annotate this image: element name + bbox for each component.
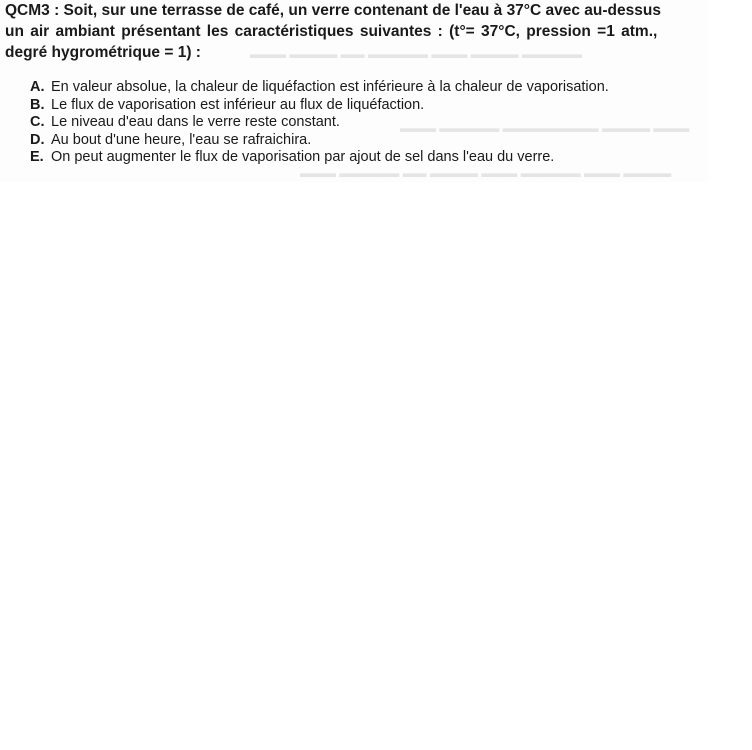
question-line: QCM3 : Soit, sur une terrasse de café, un verre contenant de l'eau à 37°C avec au-dessus bbox=[5, 2, 661, 19]
option-letter: E. bbox=[30, 149, 44, 165]
option-letter: D. bbox=[30, 131, 45, 148]
scanned-document bbox=[0, 0, 708, 182]
option-text: Le niveau d'eau dans le verre reste constant. bbox=[51, 114, 340, 130]
option-text: En valeur absolue, la chaleur de liquéfaction est inférieure à la chaleur de vaporisation. bbox=[51, 79, 609, 95]
option-text: On peut augmenter le flux de vaporisation par ajout de sel dans l'eau du verre. bbox=[51, 149, 555, 165]
option-letter: B. bbox=[30, 96, 45, 113]
question-line: degré hygrométrique = 1) : bbox=[5, 44, 201, 61]
question-text bbox=[5, 0, 695, 63]
option-letter: C. bbox=[30, 114, 45, 130]
option-b bbox=[30, 97, 609, 115]
bleed-through-text: ▬▬▬ ▬▬▬▬▬ ▬▬ ▬▬▬▬ ▬▬▬ ▬▬▬▬▬ ▬▬▬ ▬▬▬▬ bbox=[300, 166, 672, 180]
question-line: un air ambiant présentant les caractéristiques suivantes : (t°= 37°C, pression =1 atm., bbox=[5, 23, 658, 40]
option-d bbox=[30, 132, 609, 150]
option-a bbox=[30, 79, 609, 97]
option-e bbox=[30, 149, 609, 167]
bleed-through-text: ▬▬▬ ▬▬▬▬ ▬▬ ▬▬▬▬▬ ▬▬▬ ▬▬▬▬ ▬▬▬▬▬ bbox=[250, 47, 583, 61]
option-text: Le flux de vaporisation est inférieur au flux de liquéfaction. bbox=[51, 96, 425, 113]
answer-options bbox=[30, 79, 609, 167]
option-c bbox=[30, 114, 609, 132]
option-letter: A. bbox=[30, 79, 45, 95]
option-text: Au bout d'une heure, l'eau se rafraichira. bbox=[51, 131, 312, 148]
bleed-through-text: ▬▬▬ ▬▬▬▬▬ ▬▬▬▬▬▬▬▬ ▬▬▬▬ ▬▬▬ bbox=[400, 121, 690, 135]
